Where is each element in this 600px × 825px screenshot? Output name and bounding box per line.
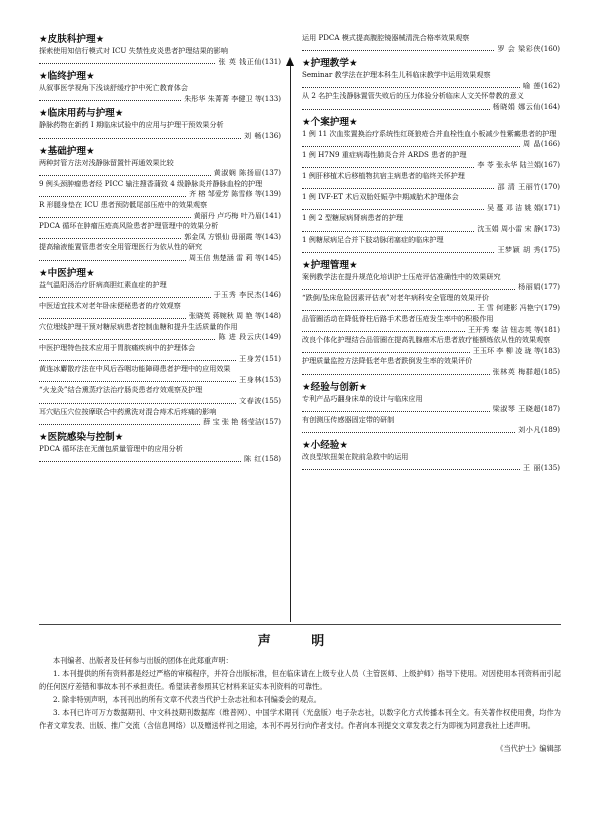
- dot-leader: [302, 146, 520, 147]
- dot-leader: [39, 318, 186, 319]
- dot-leader: [39, 100, 181, 101]
- dot-leader: [39, 175, 211, 176]
- entry-title: 黄连冰麝散疗法在中风后吞咽功能障碍患者护理中的应用效果: [39, 364, 231, 374]
- entry-authors: 刘 畅: [243, 130, 262, 140]
- entry-page: (135): [540, 462, 560, 472]
- entry-authors: 周玉信 焦楚涵 雷 莉 等: [189, 252, 262, 262]
- toc-entry[interactable]: [39, 242, 281, 263]
- entry-authors: 喻 莲: [522, 80, 541, 90]
- entry-meta: [39, 417, 281, 428]
- dot-leader: [39, 196, 186, 197]
- entry-title: 1 例 11 次血浆置换治疗系统性红斑狼疮合并血栓性血小板减少性紫癜患者的护理: [302, 128, 557, 138]
- entry-title: 改良个体化护理结合品管圈在提高乳腺癌术后患者放疗能额炼依从性的效果观察: [302, 335, 551, 345]
- entry-title: 1 例 IVF-ET 术后双胎妊娠孕中期减胎术护理体会: [302, 192, 459, 202]
- dot-leader: [302, 252, 494, 253]
- entry-title: 两种封管方法对浅静脉留置针再通效果比较: [39, 157, 174, 167]
- toc-entry[interactable]: [39, 301, 281, 322]
- entry-authors: 王 丽: [522, 462, 541, 472]
- entry-authors: 黄淑娴 陈扬眉: [213, 168, 262, 178]
- entry-meta: [39, 232, 281, 243]
- toc-entry[interactable]: [302, 356, 560, 377]
- toc-entry[interactable]: [302, 129, 560, 150]
- dot-leader: [302, 87, 520, 88]
- dot-leader: [302, 209, 484, 210]
- section-heading: ★医院感染与控制★: [39, 431, 124, 443]
- entry-meta: [302, 102, 560, 113]
- entry-page: (175): [540, 245, 560, 255]
- toc-entry[interactable]: [39, 120, 281, 141]
- toc-entry[interactable]: [302, 70, 560, 91]
- entry-page: (137): [261, 168, 281, 178]
- entry-title: “跌倒/坠床危险因素评估表”对老年病科安全管理的效果评价: [302, 292, 489, 302]
- entry-authors: 杨丽娟: [518, 282, 541, 292]
- dot-leader: [39, 63, 215, 64]
- dot-leader: [302, 432, 515, 433]
- entry-page: (151): [261, 353, 281, 363]
- declaration-paragraph: 本刊编者、出版者及任何参与出版的团体在此郑重声明：: [53, 656, 233, 665]
- dot-leader: [302, 331, 465, 332]
- section-heading: ★临床用药与护理★: [39, 108, 124, 120]
- entry-title: 从 2 名护生浅静脉置管失败后的压力体验分析临床人文关怀带教的意义: [302, 91, 524, 101]
- toc-entry[interactable]: [302, 235, 560, 256]
- entry-authors: 周 晶: [522, 139, 541, 149]
- section-heading: ★护理管理★: [302, 259, 358, 271]
- entry-meta: [302, 463, 560, 474]
- toc-entry[interactable]: [302, 33, 560, 54]
- entry-title: Seminar 教学法在护理本科生儿科临床教学中运用效果观察: [302, 70, 491, 80]
- entry-authors: 朱彤华 朱菁菁 李健卫 等: [184, 93, 262, 103]
- dot-leader: [302, 109, 490, 110]
- up-arrow-icon: [286, 57, 294, 66]
- toc-entry[interactable]: [39, 46, 281, 67]
- entry-page: (131): [261, 56, 281, 66]
- entry-authors: 王身芳: [239, 353, 262, 363]
- entry-meta: [302, 282, 560, 293]
- entry-authors: 吴 蔓 邓 洁 姚 娟: [487, 202, 541, 212]
- entry-authors: 陈 进 段云庆: [218, 332, 262, 342]
- entry-meta: [302, 425, 560, 436]
- entry-meta: [302, 245, 560, 256]
- entry-authors: 陈 红: [243, 454, 262, 464]
- entry-meta: [302, 203, 560, 214]
- toc-entry[interactable]: [39, 280, 281, 301]
- entry-title: 1 例 2 型糖尿病肾病患者的护理: [302, 213, 403, 223]
- entry-authors: 王玉环 李 柳 凌 珑 等: [472, 345, 541, 355]
- dot-leader: [39, 217, 191, 218]
- entry-authors: 于玉秀 李民杰: [213, 290, 262, 300]
- toc-entry[interactable]: [39, 444, 281, 465]
- entry-meta: [39, 354, 281, 365]
- entry-meta: [302, 139, 560, 150]
- entry-page: (170): [540, 181, 560, 191]
- toc-entry[interactable]: [302, 91, 560, 112]
- entry-page: (173): [540, 223, 560, 233]
- entry-meta: [39, 396, 281, 407]
- dot-leader: [39, 424, 200, 425]
- entry-page: (155): [261, 396, 281, 406]
- entry-authors: 刘小凡: [518, 425, 541, 435]
- entry-title: 改良型软扭架在院前急救中的运用: [302, 452, 409, 461]
- entry-meta: [39, 375, 281, 386]
- toc-entry[interactable]: [302, 452, 560, 473]
- entry-meta: [39, 94, 281, 105]
- dot-leader: [302, 374, 490, 375]
- entry-page: (179): [540, 303, 560, 313]
- entry-meta: [39, 290, 281, 301]
- dot-leader: [39, 339, 215, 340]
- entry-authors: 王 雪 何建影 冯艳宁: [477, 303, 541, 313]
- dot-leader: [302, 167, 474, 168]
- declaration-signature: 《当代护士》编辑部: [496, 743, 561, 753]
- entry-page: (143): [261, 231, 281, 241]
- entry-authors: 梁淑琴 王晓超: [492, 404, 541, 414]
- entry-meta: [39, 211, 281, 222]
- entry-page: (162): [540, 80, 560, 90]
- declaration-paragraph: 1. 本刊提供的所有资料都是经过严格的审稿程序，并符合出版标准，但在临床请在上级专业人员（主管医师、上级护师）指导下使用。对因使用本刊资料而引起的任何医疗差错和事故本刊不承担责任。希望读者参照其它材料来证实本刊资料的可靠性。: [39, 669, 561, 692]
- entry-authors: 罗 会 梁彩侠: [497, 43, 541, 53]
- toc-entry[interactable]: [39, 83, 281, 104]
- entry-meta: [302, 44, 560, 55]
- toc-entry[interactable]: [39, 385, 281, 406]
- declaration-body: [39, 654, 561, 733]
- entry-meta: [39, 189, 281, 200]
- toc-left-column: [39, 33, 281, 465]
- toc-entry[interactable]: [39, 179, 281, 200]
- entry-title: 专利产品巧翻身床单的设计与临床应用: [302, 393, 423, 403]
- entry-authors: 薛 宝 张 艳 杨莹洁: [203, 417, 262, 427]
- section-heading: ★个案护理★: [302, 116, 358, 128]
- dot-leader: [302, 289, 515, 290]
- section-heading: ★经验与创新★: [302, 381, 368, 393]
- dot-leader: [302, 188, 494, 189]
- dot-leader: [39, 297, 211, 298]
- toc-right-column: [302, 33, 560, 473]
- entry-page: (189): [540, 425, 560, 435]
- dot-leader: [39, 238, 181, 239]
- entry-title: 中医护理特色技术应用于胃脘痛疾病中的护理体会: [39, 343, 196, 353]
- entry-page: (177): [540, 282, 560, 292]
- entry-title: 有创测压传感器固定带的研制: [302, 414, 395, 424]
- toc-entry[interactable]: [39, 221, 281, 242]
- toc-entry[interactable]: [302, 213, 560, 234]
- entry-meta: [302, 303, 560, 314]
- entry-title: 穴位埋线护理干预对糖尿病患者控制血糖和提升生活质量的作用: [39, 321, 238, 331]
- entry-authors: 杨晓娟 娜云仙: [492, 101, 541, 111]
- entry-title: 从叙事医学视角下浅谈舒缓疗护中死亡教育体会: [39, 83, 188, 93]
- dot-leader: [302, 310, 474, 311]
- entry-meta: [39, 57, 281, 68]
- section-heading: ★临终护理★: [39, 71, 95, 83]
- entry-meta: [39, 131, 281, 142]
- toc-entry[interactable]: [302, 192, 560, 213]
- section-heading: ★中医护理★: [39, 267, 95, 279]
- entry-page: (146): [261, 290, 281, 300]
- entry-authors: 文春波: [239, 396, 262, 406]
- toc-entry[interactable]: [302, 150, 560, 171]
- toc-entry[interactable]: [302, 171, 560, 192]
- entry-meta: [302, 182, 560, 193]
- entry-page: (153): [261, 374, 281, 384]
- entry-authors: 张林英 梅群超: [492, 367, 541, 377]
- entry-meta: [302, 404, 560, 415]
- entry-meta: [302, 346, 560, 357]
- toc-entry[interactable]: [39, 200, 281, 221]
- dot-leader: [39, 138, 241, 139]
- entry-meta: [39, 253, 281, 264]
- toc-entry[interactable]: [39, 322, 281, 343]
- dot-leader: [302, 50, 494, 51]
- entry-page: (183): [540, 345, 560, 355]
- entry-title: 静脉药物在新药 I 期临床试验中的应用与护理干预效果分析: [39, 120, 224, 130]
- entry-title: 提高输液能置管患者安全用管理医行为依从性的研究: [39, 242, 203, 252]
- entry-title: 1 例 H7N9 重症病毒性肺炎合并 ARDS 患者的护理: [302, 149, 467, 159]
- entry-meta: [39, 454, 281, 465]
- entry-page: (158): [261, 454, 281, 464]
- entry-page: (187): [540, 404, 560, 414]
- toc-entry[interactable]: [39, 364, 281, 385]
- dot-leader: [302, 469, 520, 470]
- entry-title: PDCA 循环法在无菌包质量管理中的应用分析: [39, 443, 183, 453]
- dot-leader: [39, 461, 241, 462]
- dot-leader: [39, 381, 236, 382]
- entry-page: (166): [540, 139, 560, 149]
- toc-entry[interactable]: [302, 335, 560, 356]
- entry-page: (157): [261, 417, 281, 427]
- toc-entry[interactable]: [302, 272, 560, 293]
- toc-entry[interactable]: [302, 314, 560, 335]
- entry-title: 中医适宜技术对老年卧床便秘患者的疗效观察: [39, 300, 181, 310]
- declaration-title: 声 明: [257, 634, 343, 649]
- toc-entry[interactable]: [39, 343, 281, 364]
- entry-page: (171): [540, 202, 560, 212]
- entry-meta: [39, 332, 281, 343]
- toc-entry[interactable]: [302, 293, 560, 314]
- entry-meta: [39, 168, 281, 179]
- entry-title: PDCA 循环在肿瘤压疮高风险患者护理管理中的效果分析: [39, 221, 219, 231]
- declaration-paragraph: 3. 本刊已许可万方数据期刊、中文科技期刊数据库（维普网）、中国学术期刊（光盘版）电子杂志社，以数字化方式传播本刊全文。有关著作权使用费，均作为作者文章发表、出版、推广交流（含信息网络）以及赠送样刊之用途，本刊不再另行向作者支付。作者向本刊提交文章发表之行为即视为同意我社上述声明。: [39, 708, 561, 731]
- entry-title: R 形腿身垫在 ICU 患者预防骶尾部压疮中的效果观察: [39, 199, 208, 209]
- entry-title: 品管圈活动在降低脊柱后路手术患者压疮发生率中的积极作用: [302, 314, 494, 324]
- toc-entry[interactable]: [302, 415, 560, 436]
- section-rule: [39, 624, 561, 625]
- entry-authors: 王梦颖 胡 秀: [497, 245, 541, 255]
- entry-page: (149): [261, 332, 281, 342]
- entry-page: (145): [261, 252, 281, 262]
- entry-page: (167): [540, 160, 560, 170]
- entry-meta: [302, 224, 560, 235]
- entry-authors: 沈玉娟 周小雷 宋 静: [477, 223, 541, 233]
- entry-title: 益气温阳汤治疗肝病高胆红素血症的护理: [39, 279, 167, 289]
- entry-authors: 王身林: [239, 374, 262, 384]
- entry-authors: 邵 清 王丽竹: [497, 181, 541, 191]
- entry-page: (139): [261, 189, 281, 199]
- entry-meta: [302, 367, 560, 378]
- dot-leader: [302, 231, 474, 232]
- entry-title: 耳穴贴压穴位按摩联合中药熏洗对混合痔术后疼痛的影响: [39, 406, 217, 416]
- entry-title: 案例教学法在提升规范化培训护士压疮评估准确性中的效果研究: [302, 271, 501, 281]
- entry-title: 9 例头颈肿瘤患者经 PICC 输注搜香蒲致 4 级静脉炎并静脉血栓的护理: [39, 178, 263, 188]
- dot-leader: [39, 403, 236, 404]
- section-heading: ★皮肤科护理★: [39, 34, 105, 45]
- declaration-section: [39, 630, 561, 755]
- entry-title: 1 例肝移植术后移植物抗宿主病患者的临终关怀护理: [302, 170, 465, 180]
- entry-meta: [39, 311, 281, 322]
- entry-authors: 张 英 钱正仙: [218, 56, 262, 66]
- entry-meta: [302, 81, 560, 92]
- entry-authors: 李 苓 张永华 陆兰娟: [477, 160, 541, 170]
- entry-title: 1 例糖尿病足合并下肢动脉闭塞症的临床护理: [302, 234, 444, 244]
- section-heading: ★小经验★: [302, 440, 348, 451]
- toc-entry[interactable]: [39, 158, 281, 179]
- entry-title: 探索使用知信行模式对 ICU 失禁性皮炎患者护理结果的影响: [39, 46, 228, 55]
- section-heading: ★基础护理★: [39, 145, 95, 157]
- entry-authors: 黄丽丹 卢巧梅 叶乃眉: [193, 210, 262, 220]
- column-divider: [290, 66, 291, 622]
- declaration-paragraph: 2. 除非特别声明，本刊刊出的所有文章不代表当代护士杂志社和本刊编委会的观点。: [53, 695, 321, 705]
- entry-page: (133): [261, 93, 281, 103]
- entry-meta: [302, 325, 560, 336]
- entry-meta: [302, 160, 560, 171]
- entry-title: 运用 PDCA 模式提高腹腔镜器械清洗合格率效果观察: [302, 33, 470, 42]
- toc-entry[interactable]: [39, 407, 281, 428]
- dot-leader: [302, 352, 470, 353]
- entry-title: 护理质量监控方法降低老年患者跌倒发生率的效果评价: [302, 356, 473, 366]
- dot-leader: [39, 260, 186, 261]
- entry-page: (136): [261, 130, 281, 140]
- dot-leader: [39, 360, 236, 361]
- toc-entry[interactable]: [302, 394, 560, 415]
- entry-authors: 齐 榕 邹爱芳 陈雪修 等: [189, 189, 262, 199]
- entry-page: (185): [540, 367, 560, 377]
- entry-authors: 郭金凤 方银仙 毋丽霞 等: [184, 231, 262, 241]
- entry-authors: 张晓英 蒋婉秋 周 艳 等: [189, 311, 262, 321]
- section-heading: ★护理教学★: [302, 58, 358, 70]
- entry-page: (160): [540, 43, 560, 53]
- entry-page: (164): [540, 101, 560, 111]
- entry-authors: 王开秀 秦 洁 钮志英 等: [468, 324, 541, 334]
- entry-page: (181): [540, 324, 560, 334]
- dot-leader: [302, 411, 490, 412]
- entry-title: “火龙灸”结合熏蒸疗法治疗肠炎患者疗效观察及护理: [39, 385, 203, 395]
- entry-page: (141): [261, 210, 281, 220]
- entry-page: (148): [261, 311, 281, 321]
